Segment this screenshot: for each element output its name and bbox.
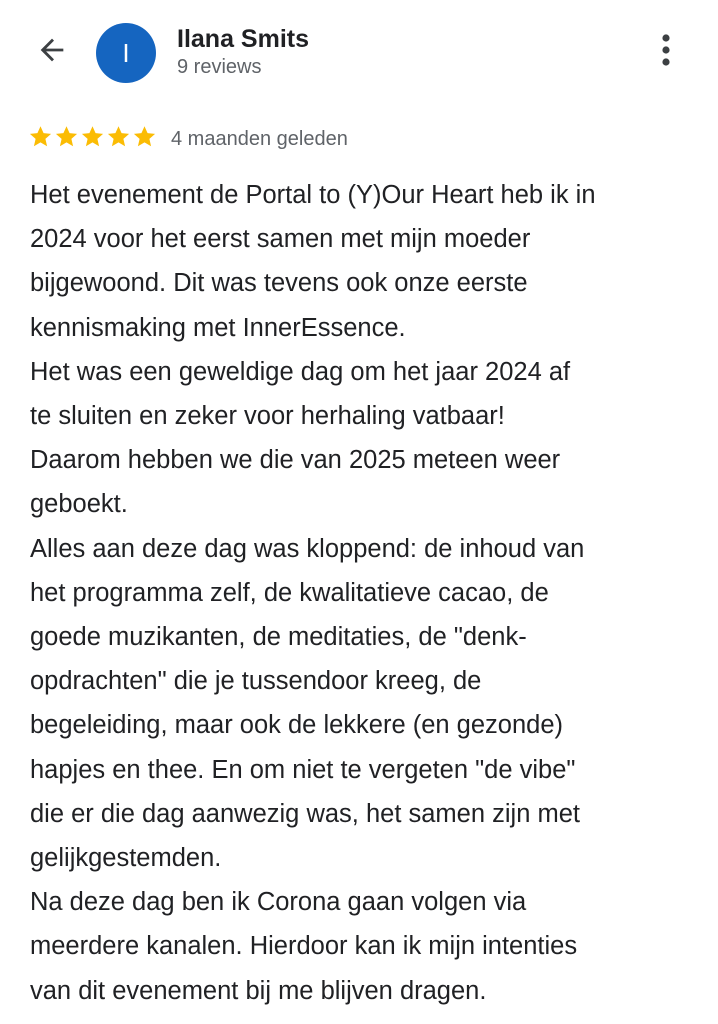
review-text-line: opdrachten" die je tussendoor kreeg, de — [30, 667, 482, 696]
reviewer-review-count: 9 reviews — [177, 56, 262, 78]
review-text-line: van dit evenement bij me blijven dragen. — [30, 976, 487, 1005]
review-text-line: Na deze dag ben ik Corona gaan volgen via — [30, 888, 527, 917]
review-text-line: Het evenement de Portal to (Y)Our Heart heb ik in — [30, 181, 596, 209]
more-options-button[interactable] — [646, 30, 686, 74]
rating-row — [28, 124, 348, 154]
review-text-line: geboekt. — [30, 490, 128, 519]
star-icon — [54, 124, 80, 154]
more-vertical-icon — [661, 33, 671, 72]
review-date: 4 maanden geleden — [171, 127, 348, 150]
star-icon — [132, 124, 158, 154]
review-text — [30, 173, 700, 1013]
review-text-line: Alles aan deze dag was kloppend: de inhoud van — [30, 534, 585, 563]
review-text-line: meerdere kanalen. Hierdoor kan ik mijn intenties — [30, 932, 578, 961]
star-icon — [28, 124, 54, 154]
review-text-line: bijgewoond. Dit was tevens ook onze eerste — [30, 269, 528, 298]
review-text-line: die er die dag aanwezig was, het samen zijn met — [30, 799, 580, 828]
arrow-left-icon — [35, 33, 69, 72]
review-text-line: begeleiding, maar ook de lekkere (en gezonde) — [30, 711, 564, 740]
avatar-initial: I — [122, 37, 130, 68]
review-text-line: kennismaking met InnerEssence. — [30, 313, 406, 342]
review-header — [0, 0, 718, 110]
star-icon — [106, 124, 132, 154]
back-button[interactable] — [28, 28, 76, 76]
reviewer-name[interactable]: Ilana Smits — [177, 25, 309, 53]
review-text-line: goede muzikanten, de meditaties, de "denk- — [30, 623, 527, 652]
review-text-line: hapjes en thee. En om niet te vergeten "de vibe" — [30, 755, 576, 784]
star-rating — [28, 124, 158, 154]
review-text-line: het programma zelf, de kwalitatieve cacao, de — [30, 578, 549, 607]
star-icon — [80, 124, 106, 154]
review-text-line: gelijkgestemden. — [30, 844, 222, 873]
avatar[interactable] — [96, 23, 156, 83]
review-text-line: Het was een geweldige dag om het jaar 2024 af — [30, 357, 571, 386]
review-text-line: Daarom hebben we die van 2025 meteen weer — [30, 446, 561, 475]
review-text-line: te sluiten en zeker voor herhaling vatbaar! — [30, 402, 505, 431]
review-text-line: 2024 voor het eerst samen met mijn moeder — [30, 225, 531, 254]
